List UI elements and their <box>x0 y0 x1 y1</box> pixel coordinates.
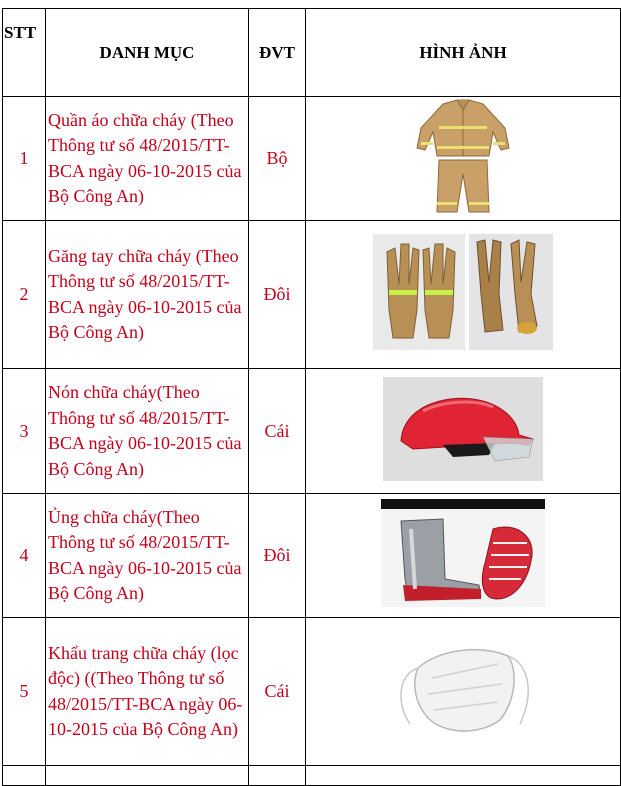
item-name: Găng tay chữa cháy (Theo Thông tư số 48/2015/TT-BCA ngày 06-10-2015 của Bộ Công An) <box>46 221 249 369</box>
table-row <box>3 221 621 369</box>
item-image <box>306 221 621 369</box>
row-number: 5 <box>3 618 46 766</box>
row-number: 4 <box>3 494 46 618</box>
item-unit: Đôi <box>249 221 306 369</box>
item-image <box>306 369 621 494</box>
fire-suit-icon <box>413 98 513 214</box>
face-mask-icon <box>388 634 538 744</box>
fire-helmet-icon <box>383 377 543 481</box>
table-row <box>3 494 621 618</box>
row-number: 2 <box>3 221 46 369</box>
item-unit: Đôi <box>249 494 306 618</box>
table-row <box>3 766 621 786</box>
item-name: Nón chữa cháy(Theo Thông tư số 48/2015/TT-BCA ngày 06-10-2015 của Bộ Công An) <box>46 369 249 494</box>
row-number: 1 <box>3 97 46 221</box>
table-row <box>3 369 621 494</box>
item-unit: Bộ <box>249 97 306 221</box>
item-name: Khẩu trang chữa cháy (lọc độc) ((Theo Thông tư số 48/2015/TT-BCA ngày 06-10-2015 của Bộ Công An) <box>46 618 249 766</box>
fire-gloves-icon <box>373 234 553 350</box>
item-image <box>306 494 621 618</box>
item-name: Ủng chữa cháy(Theo Thông tư số 48/2015/TT-BCA ngày 06-10-2015 của Bộ Công An) <box>46 494 249 618</box>
header-unit: ĐVT <box>249 9 306 97</box>
item-unit: Cái <box>249 618 306 766</box>
fire-boots-icon <box>381 499 545 607</box>
table-row <box>3 618 621 766</box>
header-row <box>3 9 621 97</box>
item-image <box>306 97 621 221</box>
table-row <box>3 97 621 221</box>
header-image: HÌNH ẢNH <box>306 9 621 97</box>
item-image <box>306 618 621 766</box>
item-unit: Cái <box>249 369 306 494</box>
header-category: DANH MỤC <box>46 9 249 97</box>
item-name: Quần áo chữa cháy (Theo Thông tư số 48/2015/TT-BCA ngày 06-10-2015 của Bộ Công An) <box>46 97 249 221</box>
row-number: 3 <box>3 369 46 494</box>
equipment-table <box>2 8 621 786</box>
header-stt: STT <box>3 9 46 97</box>
